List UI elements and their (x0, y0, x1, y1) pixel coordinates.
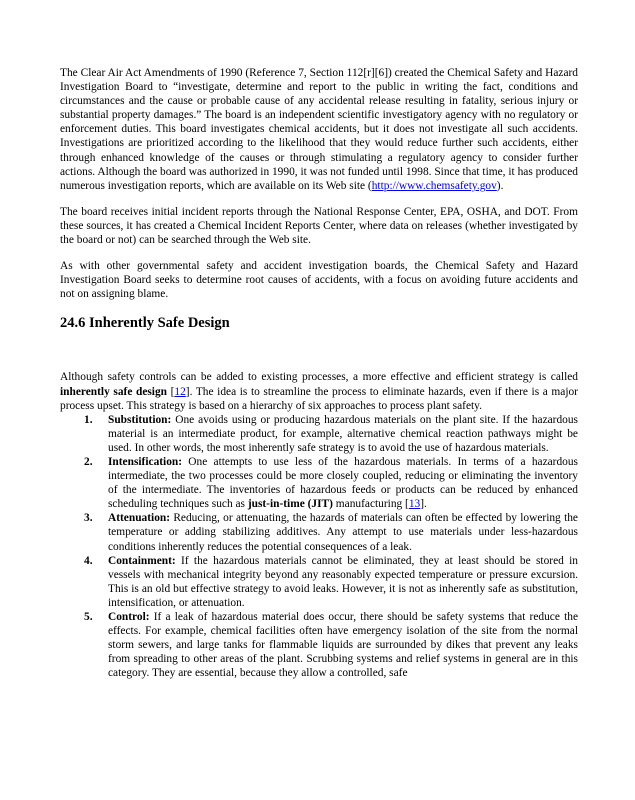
list-item: 4. Containment: If the hazardous materials cannot be eliminated, they at least should be stored in vessels with mechanical integrity beyond any reasonably expected temperature or pressure excursion. This is an old but effective strategy to avoid leaks. However, it is not as inherently safe as substitution, intensification, or attenuation. (84, 554, 578, 609)
paragraph-clean-air-act: The Clear Air Act Amendments of 1990 (Reference 7, Section 112[r][6]) created the Chemical Safety and Hazard Investigation Board to “investigate, determine and report to the public in writing the fact, conditions and circumstances and the cause or probable cause of any accidental release resulting in fatality, serious injury or substantial property damages.” The board is an independent scientific investigatory agency with no regulatory or enforcement duties. This board investigates chemical accidents, but it does not investigate all such accidents. Investigations are prioritized according to the likelihood that they would reduce further such accidents, either through enhanced knowledge of the causes or through stimulating a regulatory agency to consider further actions. Although the board was authorized in 1990, it was not funded until 1998. Since that time, it has produced numerous investigation reports, which are available on its Web site (http://www.chemsafety.gov). (60, 67, 578, 192)
paragraph-root-causes: As with other governmental safety and accident investigation boards, the Chemical Safety and Hazard Investigation Board seeks to determine root causes of accidents, with a focus on avoiding future accidents and not on assigning blame. (60, 260, 578, 301)
paragraph-incident-reports: The board receives initial incident reports through the National Response Center, EPA, OSHA, and DOT. From these sources, it has created a Chemical Incident Reports Center, where data on releases (whether investigated by the board or not) can be searched through the Web site. (60, 205, 578, 247)
section-heading: 24.6 Inherently Safe Design (60, 315, 230, 332)
safety-approaches-list (60, 413, 578, 681)
term-jit: just-in-time (JIT) (247, 498, 333, 511)
item-title: Intensification: (108, 455, 183, 468)
list-item: 3. Attenuation: Reducing, or attenuating, the hazards of materials can often be effected by lowering the temperature or adding stabilizing additives. Any attempt to use materials under less-hazardous conditions inherently reduces the potential consequences of a leak. (84, 512, 578, 553)
document-page (60, 66, 578, 680)
item-title: Control: (108, 611, 150, 623)
list-item: 5. Control: If a leak of hazardous material does occur, there should be safety systems that reduce the effects. For example, chemical facilities often have emergency isolation of the site from the normal storm sewers, and large tanks for flammable liquids are surrounded by dikes that prevent any leaks from spreading to other areas of the plant. Scrubbing systems and relief systems in general are in this category. They are essential, because they allow a controlled, safe (84, 611, 578, 680)
chemsafety-link[interactable]: http://www.chemsafety.gov (371, 179, 497, 192)
item-title: Attenuation: (108, 512, 171, 525)
item-title: Containment: (108, 554, 176, 567)
term-inherently-safe-design: inherently safe design (60, 385, 167, 398)
list-item: 1. Substitution: One avoids using or producing hazardous materials on the plant site. If the hazardous material is an intermediate product, for example, alternative chemical reaction pathways might be used. In other words, the most inherently safe strategy is to avoid the use of hazardous materials. (84, 413, 578, 454)
reference-link-13[interactable]: 13 (408, 498, 421, 511)
list-item: 2. Intensification: One attempts to use less of the hazardous materials. In terms of a hazardous intermediate, the two processes could be more closely coupled, reducing or eliminating the inventory of the intermediate. The inventories of hazardous feeds or products can be reduced by enhanced scheduling techniques such as just-in-time (JIT) manufacturing [13]. (84, 455, 578, 511)
paragraph-intro: Although safety controls can be added to existing processes, a more effective and efficient strategy is called inherently safe design [12]. The idea is to streamline the process to eliminate hazards, even if there is a major process upset. This strategy is based on a hierarchy of six approaches to process plant safety. (60, 371, 578, 412)
item-title: Substitution: (108, 413, 172, 426)
reference-link-12[interactable]: 12 (174, 385, 186, 398)
